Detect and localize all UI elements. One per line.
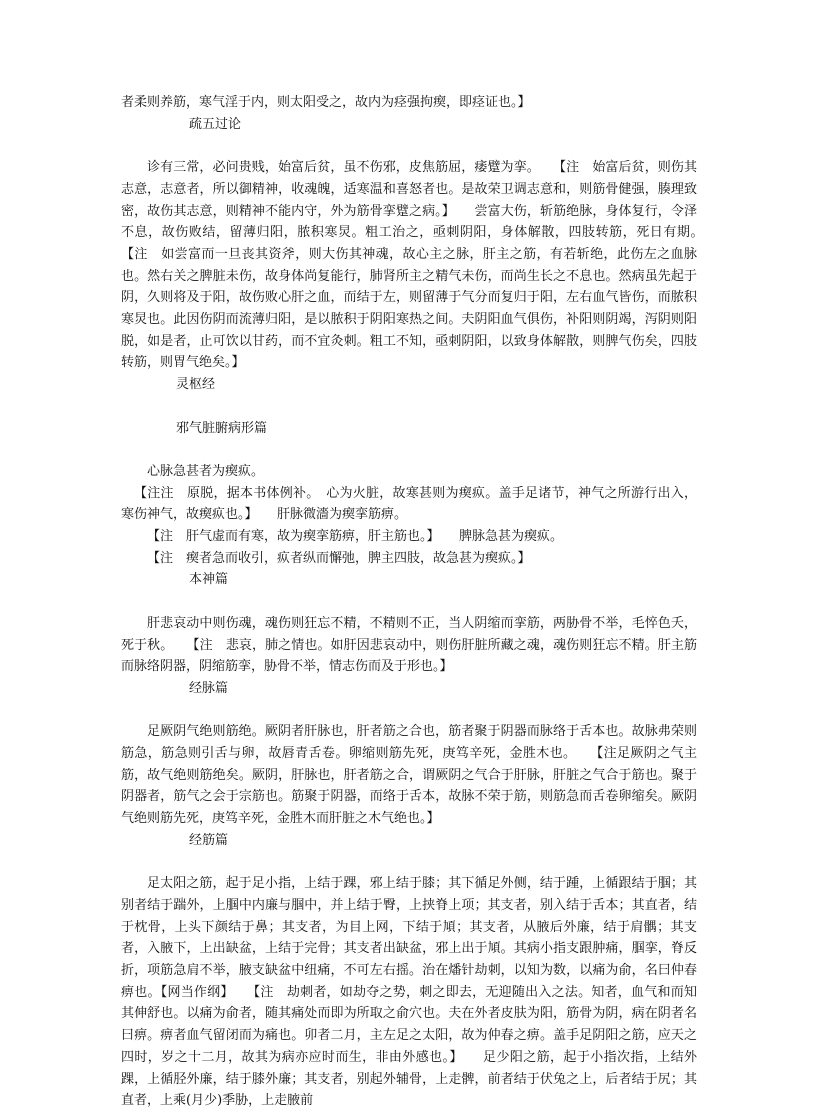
text-paragraph: 诊有三常，必问贵贱，始富后贫，虽不伤邪，皮焦筋屈，痿躄为挛。 【注 始富后贫，则伤其志意，志意者，所以御精神，收魂魄，适寒温和喜怒者也。是故荣卫调志意和，则筋骨健强，腠理致密，故伤其志意，则精神不能内守，外为筋骨挛躄之病。】 尝富大伤，斩筋绝脉，身体复行，令泽不息，故伤败结，留薄归阳，脓积寒炅。粗工治之，亟刺阴阳，身体解散，四肢转筋，死日有期。 【注 如尝富而一旦丧其资斧，则大伤其神魂，故心主之脉，肝主之筋，有若斩绝，此伤左之血脉也。然右关之脾脏未伤，故身体尚复能行，肺肾所主之精气未伤，而尚生长之不息也。然病虽先起于阴，久则将及于阳，故伤败心肝之血，而结于左，则留薄于气分而复归于阳，左右血气皆伤，而脓积寒炅也。此因伤阴而流薄归阳，是以脓积于阴阳寒热之间。夫阴阳血气俱伤，补阳则阴竭，泻阴则阳脱，如是者，止可饮以甘药，而不宜灸刺。粗工不知，亟刺阴阳，以致身体解散，则脾气伤矣，四肢转筋，则胃气绝矣。】 <box>121 160 724 371</box>
text-paragraph: 足太阳之筋，起于足小指，上结于踝，邪上结于膝；其下循足外侧，结于踵，上循跟结于腘；其别者结于踹外，上腘中内廉与腘中，并上结于臀，上挟脊上项；其支者，别入结于舌本；其直者，结于枕骨，上头下颜结于鼻；其支者，为目上网，下结于頄；其支者，从腋后外廉，结于肩髃；其支者，入腋下，上出缺盆，上结于完骨；其支者出缺盆，邪上出于頄。其病小指支跟肿痛，腘挛，脊反折，项筋急肩不举，腋支缺盆中纽痛，不可左右摇。治在燔针劫刺，以知为数，以痛为俞，名曰仲春痹也。【网当作纲】 【注 劫刺者，如劫夺之势，刺之即去，无迎随出入之法。知者，血气和而知其伸舒也。以痛为俞者，随其痛处而即为所取之俞穴也。夫在外者皮肤为阳，筋骨为阴，病在阴者名曰痹。痹者血气留闭而为痛也。卯者二月，主左足之太阳，故为仲春之痹。盖手足阴阳之筋，应天之四时，岁之十二月，故其为病亦应时而生，非由外感也。】 足少阳之筋，起于小指次指，上结外踝，上循胫外廉，结于膝外廉；其支者，别起外辅骨，上走髀，前者结于伏兔之上，后者结于尻；其直者，上乘(月少)季胁，上走腋前 <box>121 876 697 1109</box>
section-heading: 本神篇 <box>189 572 229 588</box>
text-paragraph: 【注 瘈者急而收引，疭者纵而懈弛，脾主四肢，故急甚为瘈疭。】 <box>147 550 531 566</box>
section-heading: 疏五过论 <box>189 116 242 132</box>
section-heading: 灵枢经 <box>176 377 216 393</box>
text-paragraph: 【注注 原脱，据本书体例补。 心为火脏，故寒甚则为瘈疭。盖手足诸节，神气之所游行出入，寒伤神气，故瘈疭也。】 肝脉微濇为瘈挛筋痹。 <box>121 485 697 523</box>
text-paragraph: 心脉急甚者为瘈疭。 <box>147 463 265 479</box>
section-heading: 经脉篇 <box>189 680 229 696</box>
document-page <box>121 92 724 1112</box>
text-paragraph: 肝悲哀动中则伤魂，魂伤则狂忘不精，不精则不正，当人阴缩而挛筋，两胁骨不举，毛悴色夭，死于秋。 【注 悲哀，肺之情也。如肝因悲哀动中，则伤肝脏所藏之魂，魂伤则狂忘不精。肝主筋而脉络阴器，阴缩筋挛，胁骨不举，情志伤而及于形也。】 <box>121 615 697 675</box>
text-paragraph: 【注 肝气虚而有寒，故为瘈挛筋痹，肝主筋也。】 脾脉急甚为瘈疭。 <box>147 529 564 545</box>
section-heading: 经筋篇 <box>189 832 229 848</box>
section-heading: 邪气脏腑病形篇 <box>176 420 268 436</box>
text-paragraph: 者柔则养筋，寒气淫于内，则太阳受之，故内为痉强拘瘈，即痉证也。】 <box>121 95 531 110</box>
text-paragraph: 足厥阴气绝则筋绝。厥阴者肝脉也，肝者筋之合也，筋者聚于阴器而脉络于舌本也。故脉弗荣则筋急，筋急则引舌与卵，故唇青舌卷。卵缩则筋先死，庚笃辛死，金胜木也。 【注足厥阴之气主筋，故气绝则筋绝矣。厥阴，肝脉也，肝者筋之合，谓厥阴之气合于肝脉，肝脏之气合于筋也。聚于阴器者，筋气之会于宗筋也。筋聚于阴器，而络于舌本，故脉不荣于筋，则筋急而舌卷卵缩矣。厥阴气绝则筋先死，庚笃辛死，金胜木而肝脏之木气绝也。】 <box>121 724 697 827</box>
